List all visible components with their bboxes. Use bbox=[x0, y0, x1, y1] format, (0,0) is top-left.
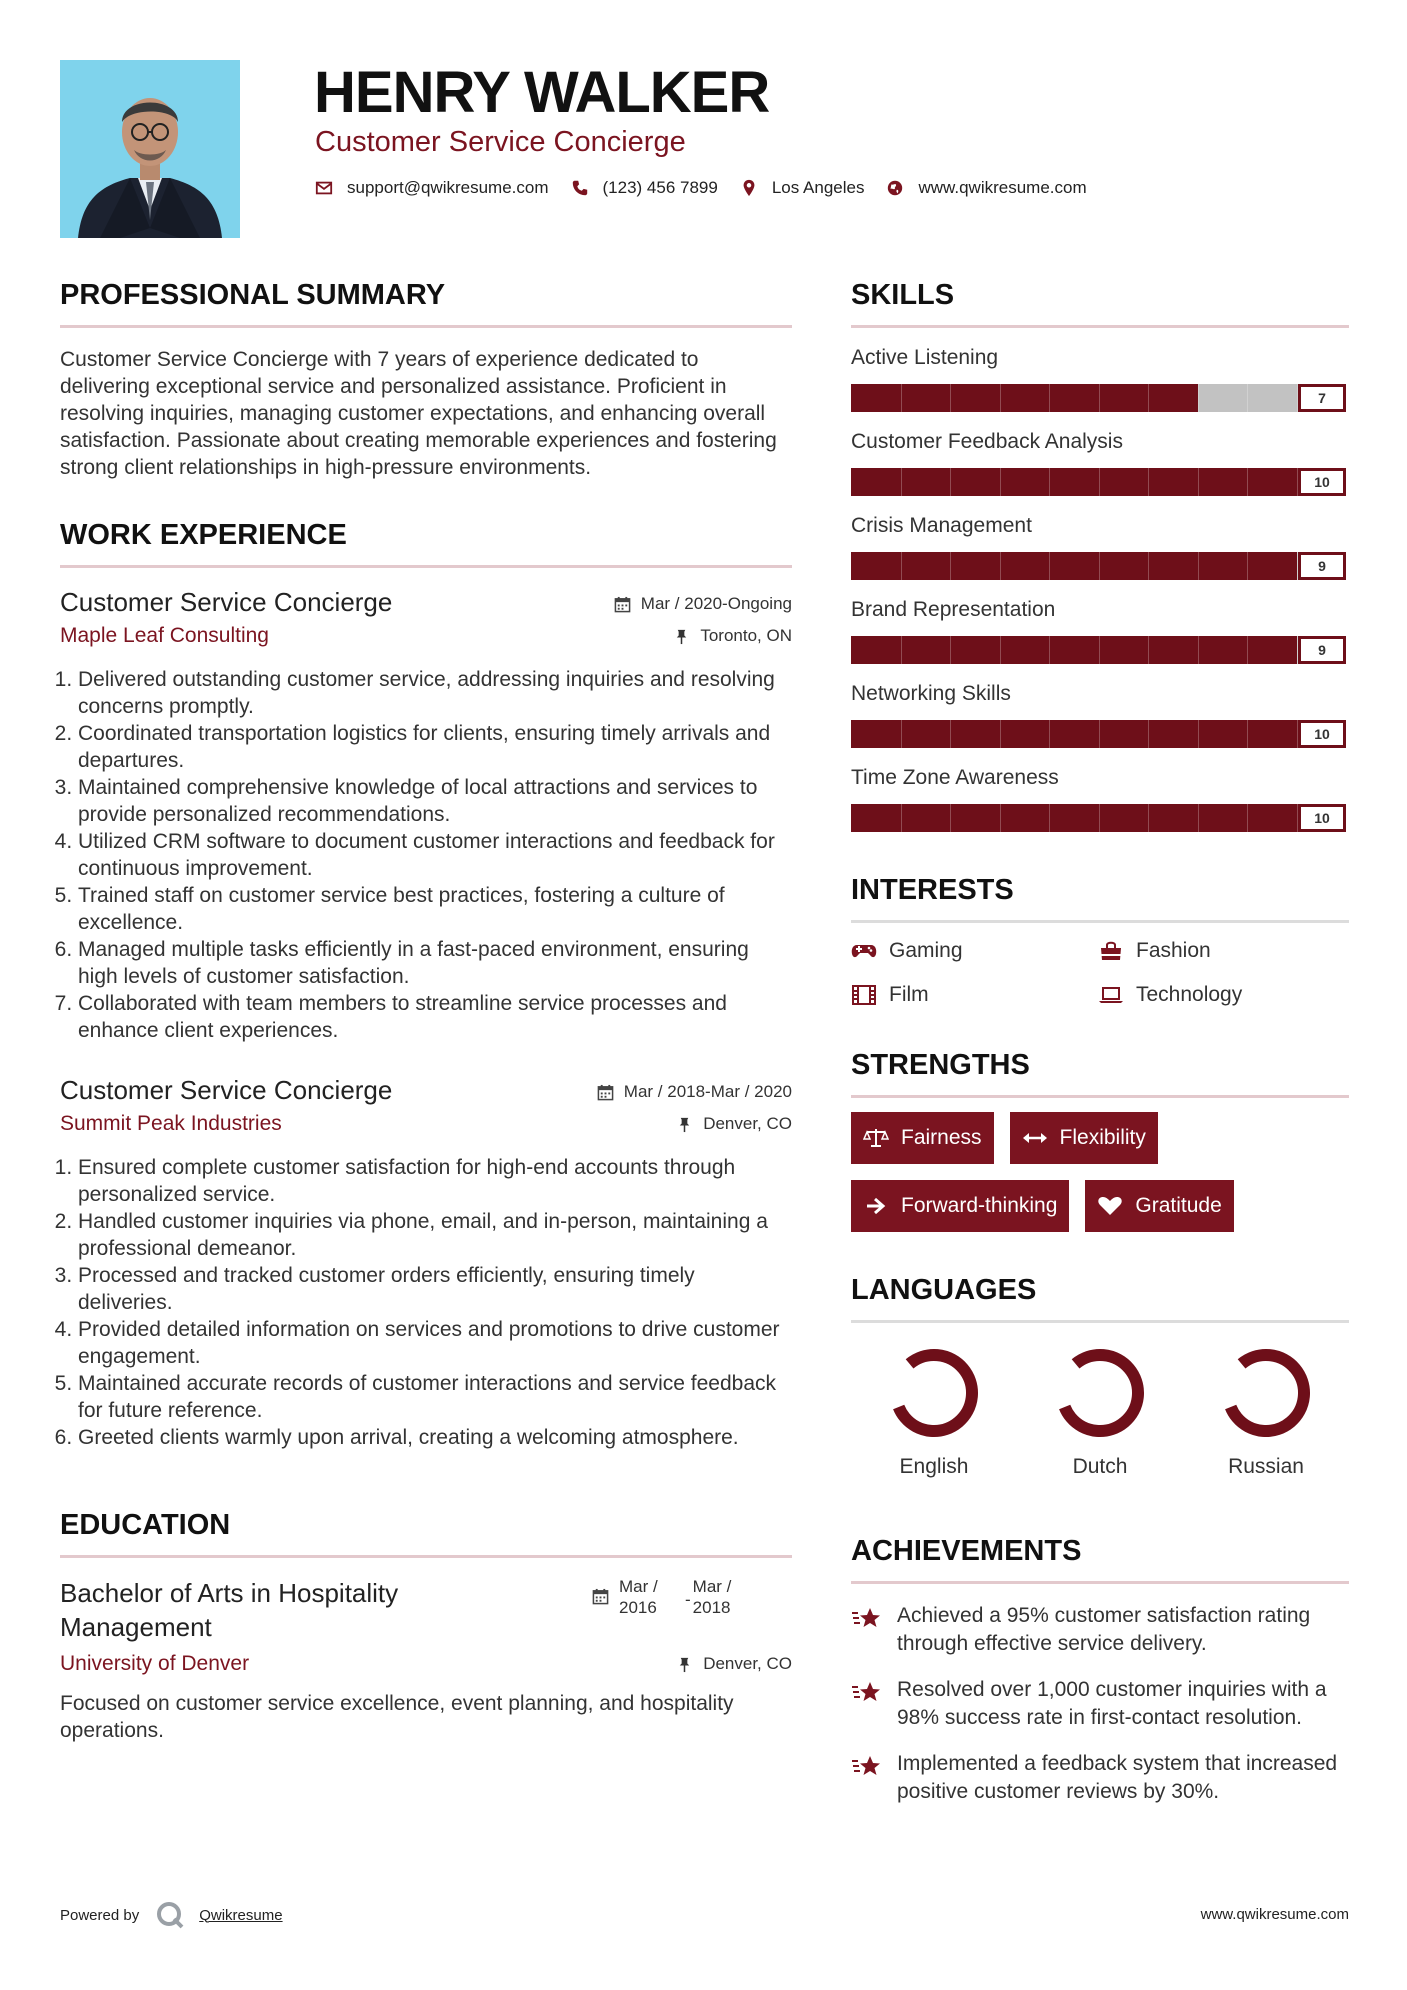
globe-icon bbox=[886, 179, 904, 197]
left-column bbox=[60, 275, 792, 1744]
education-section bbox=[60, 1505, 792, 1744]
strength-label: Fairness bbox=[901, 1126, 982, 1149]
skill-item bbox=[851, 596, 1349, 664]
job-location bbox=[676, 1114, 792, 1134]
language-name: English bbox=[899, 1455, 969, 1478]
strengths-section bbox=[851, 1045, 1349, 1232]
achievements-heading: ACHIEVEMENTS bbox=[851, 1531, 1349, 1584]
qwikresume-logo-icon bbox=[155, 1900, 185, 1930]
job-entry bbox=[60, 586, 792, 1044]
list-item: 4. Utilized CRM software to document customer interactions and feedback for continuous improvement. bbox=[78, 828, 792, 882]
interests-list bbox=[851, 939, 1349, 1007]
skill-bar-segment bbox=[1000, 720, 1001, 748]
job-company: Maple Leaf Consulting bbox=[60, 624, 269, 647]
education-school: University of Denver bbox=[60, 1652, 250, 1675]
strengths-list bbox=[851, 1112, 1349, 1232]
skill-bar-segment bbox=[1049, 804, 1050, 832]
education-start bbox=[619, 1576, 681, 1618]
skill-bar-segment bbox=[1198, 636, 1199, 664]
skill-name: Customer Feedback Analysis bbox=[851, 430, 1123, 453]
list-item: 5. Maintained accurate records of customer interactions and service feedback for future reference. bbox=[78, 1370, 792, 1424]
pushpin-icon bbox=[673, 628, 690, 645]
skill-bar-segment bbox=[901, 552, 902, 580]
language-ring bbox=[886, 1345, 982, 1441]
job-date bbox=[614, 594, 792, 614]
achievement-text: Implemented a feedback system that increased positive customer reviews by 30%. bbox=[897, 1752, 1338, 1803]
skills-list bbox=[851, 344, 1349, 832]
skill-bar-segment bbox=[1049, 552, 1050, 580]
contact-website-text: www.qwikresume.com bbox=[918, 178, 1087, 197]
qwikresume-link[interactable]: Qwikresume bbox=[199, 1906, 283, 1924]
education-end-year: 2018 bbox=[692, 1598, 731, 1617]
skill-item bbox=[851, 764, 1349, 832]
skill-bar-segment bbox=[1198, 720, 1199, 748]
calendar-icon bbox=[592, 1588, 609, 1605]
shooting-star-icon bbox=[851, 1752, 883, 1780]
skill-value: 9 bbox=[1298, 552, 1346, 580]
skill-bar-segment bbox=[1049, 468, 1050, 496]
list-item: 6. Greeted clients warmly upon arrival, creating a welcoming atmosphere. bbox=[78, 1424, 792, 1451]
skill-name: Brand Representation bbox=[851, 598, 1056, 621]
candidate-title: Customer Service Concierge bbox=[315, 126, 686, 158]
skill-bar-segment bbox=[1000, 552, 1001, 580]
gamepad-icon bbox=[851, 940, 877, 962]
skill-value: 7 bbox=[1298, 384, 1346, 412]
skill-value: 10 bbox=[1298, 804, 1346, 832]
education-text: Focused on customer service excellence, event planning, and hospitality operations. bbox=[60, 1692, 734, 1742]
skill-name: Networking Skills bbox=[851, 682, 1011, 705]
achievement-text: Achieved a 95% customer satisfaction rating through effective service delivery. bbox=[897, 1604, 1311, 1655]
language-name: Dutch bbox=[1072, 1455, 1128, 1478]
skill-bar-fill bbox=[851, 636, 1297, 664]
skill-item bbox=[851, 512, 1349, 580]
skill-bar-segment bbox=[1148, 384, 1149, 412]
interests-heading: INTERESTS bbox=[851, 870, 1349, 923]
phone-icon bbox=[571, 179, 589, 197]
scale-icon bbox=[863, 1127, 889, 1149]
strength-label: Flexibility bbox=[1059, 1126, 1146, 1149]
education-start-month: Mar / bbox=[619, 1577, 658, 1596]
skill-bar-segment bbox=[950, 804, 951, 832]
footer-website[interactable]: www.qwikresume.com bbox=[1200, 1906, 1349, 1923]
strength-label: Gratitude bbox=[1135, 1194, 1222, 1217]
list-item: 4. Provided detailed information on services and promotions to drive customer engagement. bbox=[78, 1316, 792, 1370]
job-bullets bbox=[60, 666, 792, 1044]
skill-value: 10 bbox=[1298, 720, 1346, 748]
skill-bar-segment bbox=[1000, 804, 1001, 832]
right-column bbox=[851, 275, 1349, 1806]
skill-bar-segment bbox=[1148, 804, 1149, 832]
education-start-year: 2016 bbox=[619, 1598, 657, 1617]
list-item: 5. Trained staff on customer service best practices, fostering a culture of excellence. bbox=[78, 882, 792, 936]
powered-by-label: Powered by bbox=[60, 1906, 140, 1924]
pushpin-icon bbox=[676, 1116, 693, 1133]
job-location-text: Denver, CO bbox=[703, 1114, 792, 1133]
candidate-name: HENRY WALKER bbox=[314, 60, 770, 125]
interest-item bbox=[851, 939, 1098, 963]
summary-heading: PROFESSIONAL SUMMARY bbox=[60, 275, 792, 328]
skill-bar-segment bbox=[1148, 720, 1149, 748]
skill-item bbox=[851, 680, 1349, 748]
strengths-heading: STRENGTHS bbox=[851, 1045, 1349, 1098]
list-item: 2. Coordinated transportation logistics for clients, ensuring timely arrivals and departures. bbox=[78, 720, 792, 774]
skill-bar-segment bbox=[1000, 468, 1001, 496]
skill-item bbox=[851, 344, 1349, 412]
achievement-text: Resolved over 1,000 customer inquiries with a 98% success rate in first-contact resolution. bbox=[897, 1678, 1327, 1729]
language-name: Russian bbox=[1228, 1455, 1304, 1478]
skill-bar-segment bbox=[1198, 384, 1199, 412]
skill-bar-segment bbox=[1000, 384, 1001, 412]
contact-location bbox=[740, 178, 865, 198]
summary-text: Customer Service Concierge with 7 years of experience dedicated to delivering exceptional service and personalized assistance. Proficient in resolving inquiries, managing customer expectations, and enhancing overall satisfaction. Passionate about creating memorable experiences and fostering strong client relationships in high-pressure environments. bbox=[60, 348, 777, 479]
languages-list bbox=[851, 1345, 1349, 1479]
shopping-bag-icon bbox=[1098, 940, 1124, 962]
achievements-section bbox=[851, 1531, 1349, 1806]
interest-label: Film bbox=[889, 983, 929, 1006]
skill-bar-segment bbox=[1099, 636, 1100, 664]
skill-bar-segment bbox=[950, 468, 951, 496]
skill-bar-segment bbox=[1247, 636, 1248, 664]
interest-item bbox=[851, 983, 1098, 1007]
interest-label: Fashion bbox=[1136, 939, 1211, 962]
skill-bar bbox=[851, 636, 1346, 664]
education-end bbox=[693, 1576, 753, 1618]
interest-item bbox=[1098, 939, 1345, 963]
skill-bar-segment bbox=[950, 636, 951, 664]
skill-bar-segment bbox=[1099, 468, 1100, 496]
language-item bbox=[1183, 1345, 1349, 1479]
profile-photo bbox=[60, 60, 240, 238]
job-role: Customer Service Concierge bbox=[60, 1075, 393, 1105]
language-item bbox=[851, 1345, 1017, 1479]
film-icon bbox=[851, 984, 877, 1006]
skill-bar-segment bbox=[1247, 468, 1248, 496]
footer-powered-by bbox=[60, 1900, 283, 1930]
map-pin-icon bbox=[740, 179, 758, 197]
contact-location-text: Los Angeles bbox=[771, 178, 865, 197]
skill-bar-fill bbox=[851, 384, 1198, 412]
achievement-item bbox=[851, 1676, 1349, 1732]
skill-bar-segment bbox=[901, 804, 902, 832]
list-item: 1. Delivered outstanding customer service, addressing inquiries and resolving concerns promptly. bbox=[78, 666, 792, 720]
skill-bar-segment bbox=[1049, 720, 1050, 748]
skill-name: Active Listening bbox=[851, 346, 999, 369]
skill-bar-segment bbox=[1099, 552, 1100, 580]
skill-bar-segment bbox=[1198, 468, 1199, 496]
job-date-text: Mar / 2020-Ongoing bbox=[640, 594, 792, 613]
achievement-item bbox=[851, 1750, 1349, 1806]
skill-bar-segment bbox=[1000, 636, 1001, 664]
job-location-text: Toronto, ON bbox=[700, 626, 792, 645]
contact-email[interactable] bbox=[315, 178, 549, 198]
job-location bbox=[673, 626, 792, 646]
interest-item bbox=[1098, 983, 1345, 1007]
skill-bar-segment bbox=[1247, 804, 1248, 832]
skill-bar-segment bbox=[950, 720, 951, 748]
skill-bar-segment bbox=[1247, 552, 1248, 580]
job-company: Summit Peak Industries bbox=[60, 1112, 282, 1135]
language-ring-arc bbox=[886, 1345, 982, 1441]
strength-tag bbox=[851, 1180, 1069, 1232]
calendar-icon bbox=[614, 596, 631, 613]
skill-item bbox=[851, 428, 1349, 496]
language-ring bbox=[1052, 1345, 1148, 1441]
summary-section bbox=[60, 275, 792, 481]
list-item: 1. Ensured complete customer satisfaction for high-end accounts through personalized service. bbox=[78, 1154, 792, 1208]
arrows-horizontal-icon bbox=[1022, 1127, 1048, 1149]
skill-bar-segment bbox=[901, 636, 902, 664]
list-item: 3. Processed and tracked customer orders efficiently, ensuring timely deliveries. bbox=[78, 1262, 792, 1316]
skill-bar-segment bbox=[1198, 552, 1199, 580]
strength-tag bbox=[851, 1112, 994, 1164]
job-date-text: Mar / 2018-Mar / 2020 bbox=[623, 1082, 792, 1101]
strength-tag bbox=[1085, 1180, 1233, 1232]
contact-email-text: support@qwikresume.com bbox=[347, 178, 549, 197]
list-item: 6. Managed multiple tasks efficiently in a fast-paced environment, ensuring high levels of customer satisfaction. bbox=[78, 936, 792, 990]
experience-section bbox=[60, 515, 792, 1451]
profile-portrait-illustration bbox=[60, 60, 240, 238]
education-heading: EDUCATION bbox=[60, 1505, 792, 1558]
skill-bar bbox=[851, 804, 1346, 832]
education-end-month: Mar / bbox=[692, 1577, 732, 1596]
arrow-right-icon bbox=[863, 1195, 889, 1217]
education-location bbox=[676, 1654, 792, 1674]
interest-label: Gaming bbox=[889, 939, 963, 962]
language-ring bbox=[1218, 1345, 1314, 1441]
skill-bar-segment bbox=[1148, 552, 1149, 580]
languages-section bbox=[851, 1270, 1349, 1479]
skill-value: 10 bbox=[1298, 468, 1346, 496]
list-item: 7. Collaborated with team members to streamline service processes and enhance client experiences. bbox=[78, 990, 792, 1044]
skill-bar bbox=[851, 468, 1346, 496]
envelope-icon bbox=[315, 179, 333, 197]
heart-icon bbox=[1097, 1195, 1123, 1217]
job-bullets bbox=[60, 1154, 792, 1451]
achievement-item bbox=[851, 1602, 1349, 1658]
education-degree: Bachelor of Arts in Hospitality Management bbox=[60, 1578, 399, 1642]
skill-bar-fill bbox=[851, 552, 1297, 580]
skills-section bbox=[851, 275, 1349, 832]
contact-phone[interactable] bbox=[571, 178, 718, 198]
pushpin-icon bbox=[676, 1656, 693, 1673]
interest-label: Technology bbox=[1136, 983, 1243, 1006]
language-ring-arc bbox=[1218, 1345, 1314, 1441]
skill-bar-segment bbox=[1198, 804, 1199, 832]
contact-bar bbox=[315, 178, 1109, 198]
interests-section bbox=[851, 870, 1349, 1007]
job-role: Customer Service Concierge bbox=[60, 587, 393, 617]
skill-bar-segment bbox=[1148, 468, 1149, 496]
job-entry bbox=[60, 1074, 792, 1451]
strength-label: Forward-thinking bbox=[901, 1194, 1058, 1217]
skill-bar-segment bbox=[950, 552, 951, 580]
languages-heading: LANGUAGES bbox=[851, 1270, 1349, 1323]
contact-website[interactable] bbox=[886, 178, 1086, 198]
skill-bar-segment bbox=[1099, 804, 1100, 832]
skill-bar-segment bbox=[901, 468, 902, 496]
skill-bar bbox=[851, 384, 1346, 412]
calendar-icon bbox=[597, 1084, 614, 1101]
language-item bbox=[1017, 1345, 1183, 1479]
shooting-star-icon bbox=[851, 1678, 883, 1706]
job-date bbox=[597, 1082, 792, 1102]
skill-bar-segment bbox=[1247, 384, 1248, 412]
skills-heading: SKILLS bbox=[851, 275, 1349, 328]
skill-bar-segment bbox=[1247, 720, 1248, 748]
skill-bar-segment bbox=[1049, 384, 1050, 412]
education-location-text: Denver, CO bbox=[703, 1654, 792, 1673]
skill-value: 9 bbox=[1298, 636, 1346, 664]
experience-heading: WORK EXPERIENCE bbox=[60, 515, 792, 568]
strength-tag bbox=[1010, 1112, 1158, 1164]
shooting-star-icon bbox=[851, 1604, 883, 1632]
education-date bbox=[592, 1576, 792, 1618]
list-item: 2. Handled customer inquiries via phone, email, and in-person, maintaining a professional demeanor. bbox=[78, 1208, 792, 1262]
education-date-separator: - bbox=[685, 1590, 691, 1609]
skill-bar-segment bbox=[901, 384, 902, 412]
skill-bar bbox=[851, 552, 1346, 580]
language-ring-arc bbox=[1052, 1345, 1148, 1441]
skill-bar bbox=[851, 720, 1346, 748]
skill-bar-segment bbox=[1049, 636, 1050, 664]
skill-name: Crisis Management bbox=[851, 514, 1032, 537]
skill-bar-segment bbox=[1099, 384, 1100, 412]
laptop-icon bbox=[1098, 984, 1124, 1006]
skill-name: Time Zone Awareness bbox=[851, 766, 1059, 789]
contact-phone-text: (123) 456 7899 bbox=[602, 178, 718, 197]
list-item: 3. Maintained comprehensive knowledge of local attractions and services to provide personalized recommendations. bbox=[78, 774, 792, 828]
skill-bar-segment bbox=[901, 720, 902, 748]
skill-bar-segment bbox=[1148, 636, 1149, 664]
skill-bar-segment bbox=[950, 384, 951, 412]
skill-bar-segment bbox=[1099, 720, 1100, 748]
